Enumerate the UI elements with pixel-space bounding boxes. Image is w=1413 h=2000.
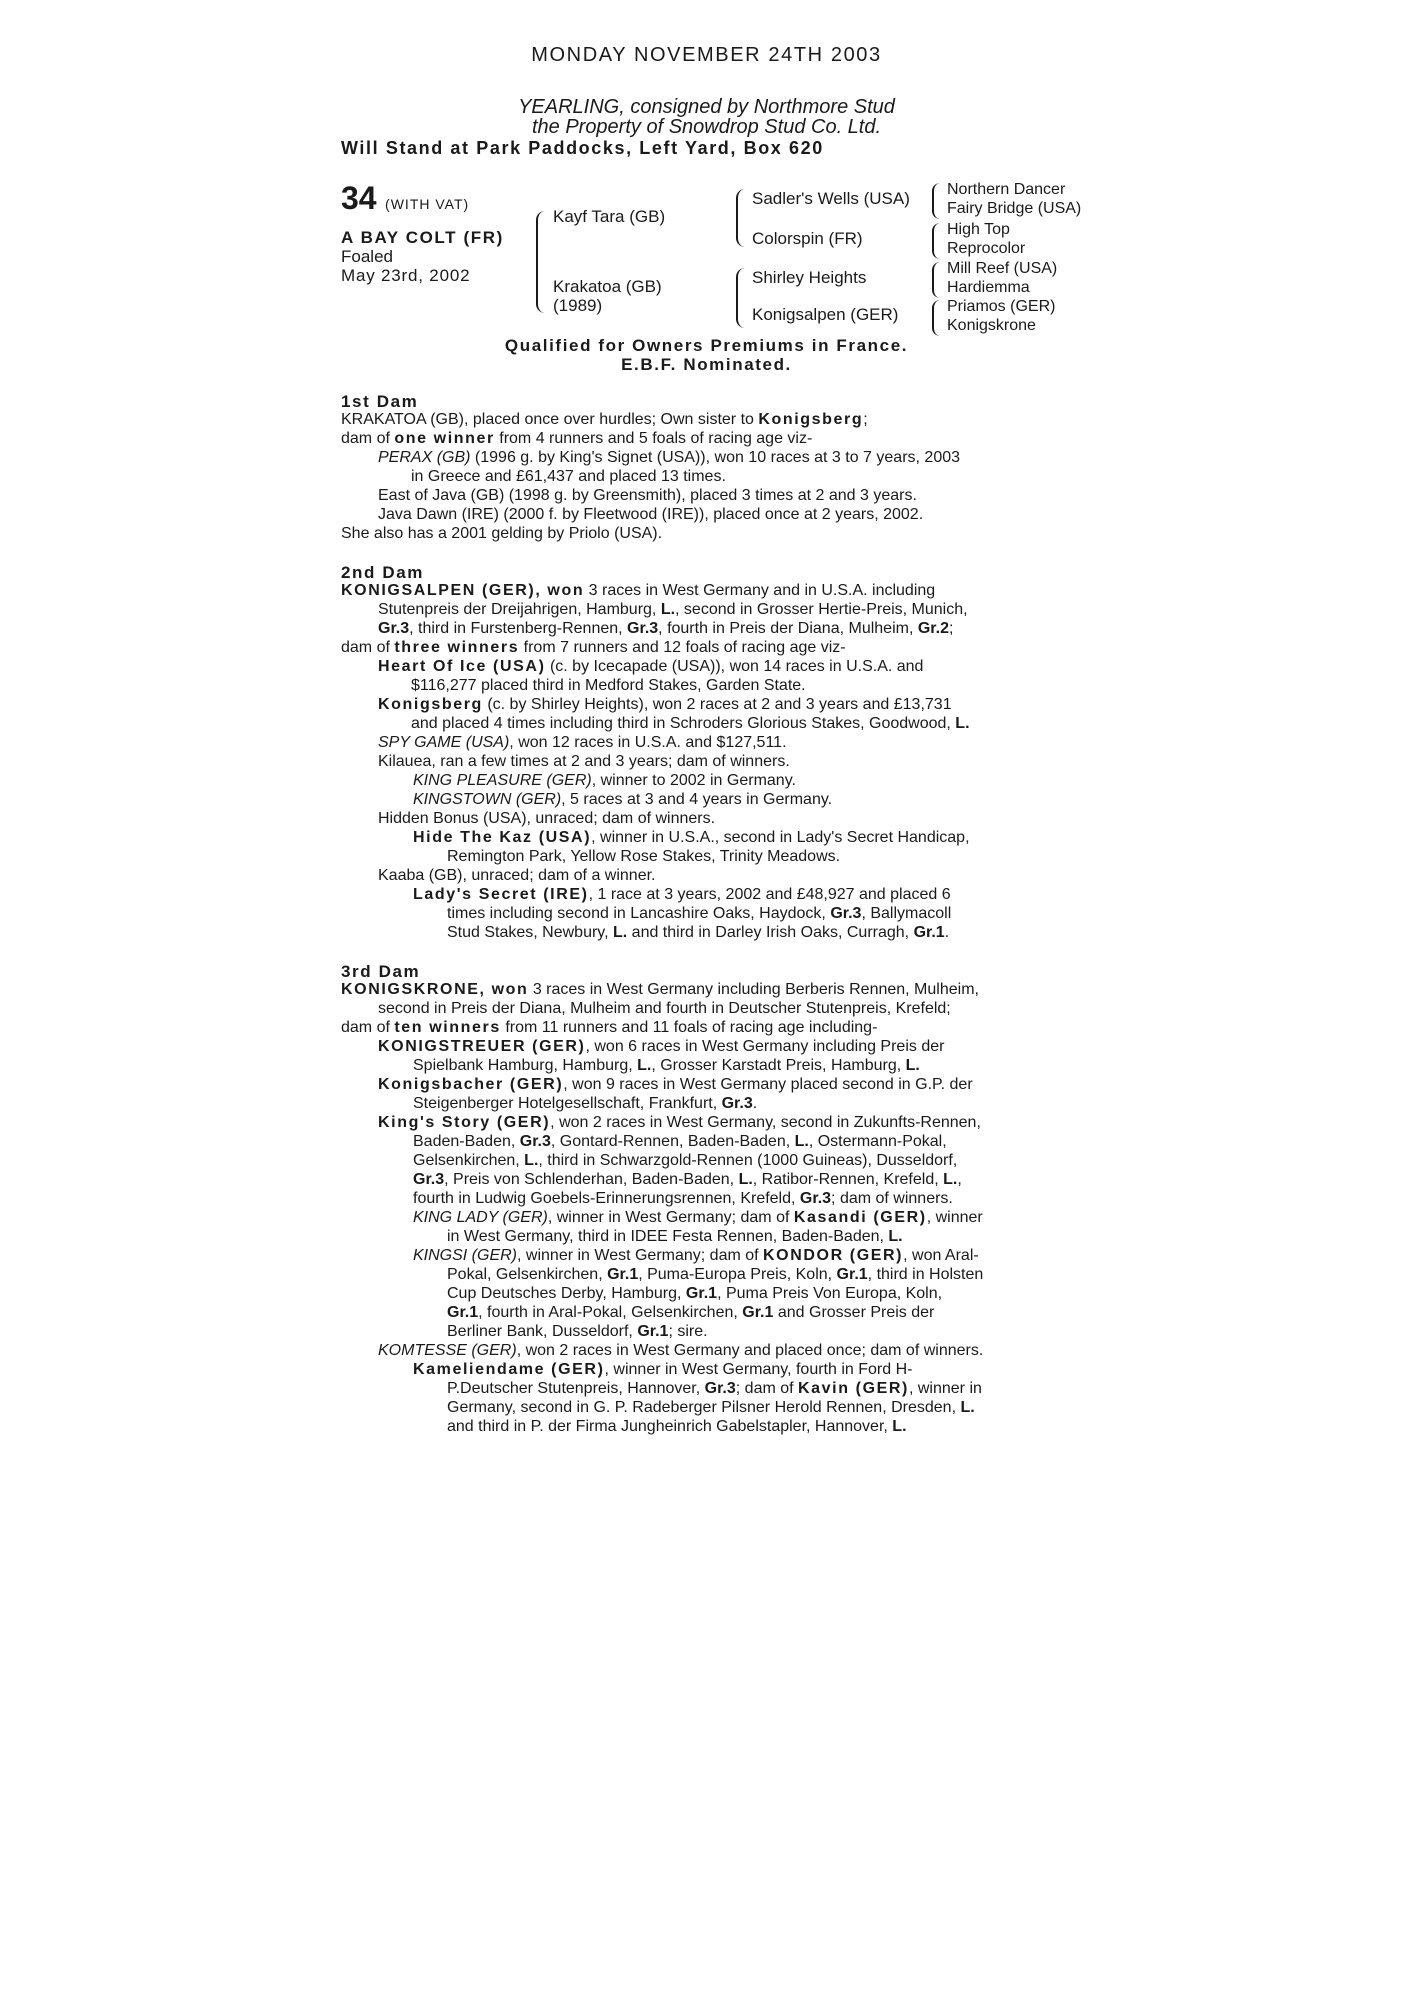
text-run: Lady's Secret (IRE) <box>413 886 589 903</box>
dam-line: She also has a 2001 gelding by Priolo (USA). <box>341 525 663 542</box>
text-run: L. <box>943 1171 958 1188</box>
text-run: L. <box>613 924 628 941</box>
section-heading: 1st Dam <box>341 392 419 411</box>
text-run: L. <box>637 1057 652 1074</box>
pedigree-brace <box>736 189 745 247</box>
text-run: ; <box>948 620 954 637</box>
dam-sire: Shirley Heights <box>752 268 867 287</box>
text-run: , Ballymacoll <box>861 905 952 922</box>
progeny-line <box>413 828 970 847</box>
text-run: Kasandi (GER) <box>793 1209 927 1226</box>
pedigree-brace <box>736 268 745 328</box>
progeny-line <box>413 1056 920 1075</box>
text-run: in West Germany, third in IDEE Festa Rennen, Baden-Baden, <box>447 1228 889 1245</box>
text-run: L. <box>524 1152 539 1169</box>
text-run: , Grosser Karstadt Preis, Hamburg, <box>651 1057 906 1074</box>
section-heading: 2nd Dam <box>341 563 424 582</box>
sire-sire: Sadler's Wells (USA) <box>752 189 910 208</box>
great-granddam-3: Hardiemma <box>947 279 1030 296</box>
text-run: King's Story (GER) <box>378 1114 551 1131</box>
progeny-line <box>447 1303 934 1322</box>
text-run: Gr.3 <box>378 620 410 637</box>
progeny-line <box>378 1341 983 1360</box>
stand-location: Will Stand at Park Paddocks, Left Yard, Box 620 <box>341 138 824 158</box>
progeny-line <box>413 1360 912 1379</box>
progeny-line <box>413 771 796 790</box>
owners-premium-note: Qualified for Owners Premiums in France. <box>504 336 909 355</box>
progeny-line <box>378 448 960 467</box>
text-run: Gr.3 <box>704 1380 736 1397</box>
text-run: , third in Schwarzgold-Rennen (1000 Guineas), Dusseldorf, <box>538 1152 958 1169</box>
text-run: L. <box>660 601 676 618</box>
text-run: and third in Darley Irish Oaks, Curragh, <box>627 924 914 941</box>
dam-line: second in Preis der Diana, Mulheim and fourth in Deutscher Stutenpreis, Krefeld; <box>378 1000 951 1017</box>
text-run: Gr.3 <box>799 1190 832 1207</box>
progeny-line <box>413 885 951 904</box>
text-run: , won 6 races in West Germany including Preis der <box>585 1038 945 1055</box>
text-run: KINGSTOWN (GER) <box>413 791 562 808</box>
text-run: Germany, second in G. P. Radeberger Pilsner Herold Rennen, Dresden, <box>447 1399 961 1416</box>
text-run: , won 2 races in West Germany and placed once; dam of winners. <box>516 1342 984 1359</box>
progeny-line <box>447 1398 975 1417</box>
text-run: , winner in <box>908 1380 982 1397</box>
foaled-date: May 23rd, 2002 <box>341 266 471 285</box>
pedigree-brace <box>932 262 940 298</box>
text-run: Gr.1 <box>447 1304 479 1321</box>
great-grandsire-1: Northern Dancer <box>947 181 1066 198</box>
progeny-line <box>447 1379 982 1398</box>
text-run: L. <box>905 1057 920 1074</box>
dam-line <box>341 980 979 999</box>
text-run: , winner in U.S.A., second in Lady's Secret Handicap, <box>591 829 970 846</box>
progeny-line <box>447 904 951 923</box>
text-run: KING LADY (GER) <box>413 1209 548 1226</box>
text-run: L. <box>892 1418 907 1435</box>
section-heading: 3rd Dam <box>341 962 421 981</box>
progeny-line: Java Dawn (IRE) (2000 f. by Fleetwood (IRE)), placed once at 2 years, 2002. <box>378 506 924 523</box>
dam-line <box>378 619 953 638</box>
dam-line <box>341 1018 877 1037</box>
text-run: , third in Holsten <box>867 1266 984 1283</box>
dam-line <box>378 600 968 619</box>
text-run: one winner <box>394 430 495 447</box>
progeny-line <box>413 1170 962 1189</box>
text-run: L. <box>888 1228 903 1245</box>
text-run: , Ostermann-Pokal, <box>808 1133 947 1150</box>
text-run: , won Aral- <box>903 1247 979 1264</box>
text-run: dam of <box>341 639 395 656</box>
text-run: Heart Of Ice (USA) <box>378 658 546 675</box>
dam-line <box>341 581 935 600</box>
sire-dam: Colorspin (FR) <box>752 229 863 248</box>
text-run: and Grosser Preis der <box>773 1304 935 1321</box>
text-run: , second in Grosser Hertie-Preis, Munich, <box>675 601 968 618</box>
text-run: , won 12 races in U.S.A. and $127,511. <box>509 734 787 751</box>
text-run: KINGSI (GER) <box>413 1247 518 1264</box>
sale-date: MONDAY NOVEMBER 24TH 2003 <box>531 44 882 66</box>
progeny-line <box>447 1227 903 1246</box>
text-run: ; <box>863 411 868 428</box>
text-run: times including second in Lancashire Oaks, Haydock, <box>447 905 831 922</box>
dam-line <box>341 410 868 429</box>
progeny-line <box>447 923 949 942</box>
text-run: Berliner Bank, Dusseldorf, <box>447 1323 638 1340</box>
progeny-line <box>413 1208 983 1227</box>
great-granddam-1: Fairy Bridge (USA) <box>947 200 1082 217</box>
text-run: . <box>944 924 950 941</box>
text-run: Gr.3 <box>413 1171 445 1188</box>
text-run: (c. by Shirley Heights), won 2 races at 2 and 3 years and £13,731 <box>482 696 952 713</box>
text-run: , winner to 2002 in Germany. <box>591 772 796 789</box>
vat-note: (WITH VAT) <box>385 196 470 212</box>
progeny-line: in Greece and £61,437 and placed 13 times. <box>411 468 726 485</box>
progeny-line <box>413 1094 757 1113</box>
text-run: and third in P. der Firma Jungheinrich Gabelstapler, Hannover, <box>447 1418 893 1435</box>
text-run: , winner in West Germany; dam of <box>547 1209 794 1226</box>
text-run: Konigsbacher (GER) <box>378 1076 564 1093</box>
text-run: , Gontard-Rennen, Baden-Baden, <box>550 1133 795 1150</box>
text-run: PERAX (GB) <box>378 449 471 466</box>
sire: Kayf Tara (GB) <box>553 207 666 226</box>
text-run: Cup Deutsches Derby, Hamburg, <box>447 1285 686 1302</box>
consignor-line: YEARLING, consigned by Northmore Stud <box>518 96 895 118</box>
lot-heading <box>341 180 469 216</box>
text-run: , won 2 races in West Germany, second in Zukunfts-Rennen, <box>550 1114 981 1131</box>
text-run: Hide The Kaz (USA) <box>413 829 592 846</box>
dam: Krakatoa (GB) <box>553 277 662 296</box>
text-run: 3 races in West Germany including Berberis Rennen, Mulheim, <box>528 981 979 998</box>
text-run: SPY GAME (USA) <box>378 734 510 751</box>
text-run: fourth in Ludwig Goebels-Erinnerungsrennen, Krefeld, <box>413 1190 800 1207</box>
progeny-line <box>447 1417 907 1436</box>
text-run: Gr.3 <box>627 620 659 637</box>
progeny-line <box>413 1246 979 1265</box>
ebf-note: E.B.F. Nominated. <box>621 355 792 374</box>
text-run: Kavin (GER) <box>798 1380 909 1397</box>
text-run: L. <box>960 1399 975 1416</box>
text-run: Gr.1 <box>836 1266 868 1283</box>
text-run: Gr.1 <box>913 924 945 941</box>
text-run: , 5 races at 3 and 4 years in Germany. <box>561 791 833 808</box>
text-run: , fourth in Aral-Pokal, Gelsenkirchen, <box>478 1304 743 1321</box>
text-run: , <box>957 1171 962 1188</box>
text-run: Stutenpreis der Dreijahrigen, Hamburg, <box>378 601 661 618</box>
text-run: (1996 g. by King's Signet (USA)), won 10 races at 3 to 7 years, 2003 <box>470 449 961 466</box>
progeny-line: Remington Park, Yellow Rose Stakes, Trinity Meadows. <box>447 848 841 865</box>
text-run: P.Deutscher Stutenpreis, Hannover, <box>447 1380 705 1397</box>
progeny-line <box>378 1075 973 1094</box>
pedigree-brace <box>932 223 940 259</box>
text-run: Stud Stakes, Newbury, <box>447 924 613 941</box>
progeny-line <box>378 1113 981 1132</box>
text-run: Steigenberger Hotelgesellschaft, Frankfurt, <box>413 1095 722 1112</box>
progeny-line: East of Java (GB) (1998 g. by Greensmith), placed 3 times at 2 and 3 years. <box>378 487 917 504</box>
text-run: three winners <box>394 639 520 656</box>
great-grandsire-3: Mill Reef (USA) <box>947 260 1058 277</box>
progeny-line <box>413 1132 947 1151</box>
text-run: dam of <box>341 1019 395 1036</box>
text-run: KOMTESSE (GER) <box>378 1342 517 1359</box>
text-run: , Puma Preis Von Europa, Koln, <box>717 1285 943 1302</box>
dam-line <box>341 429 812 448</box>
text-run: , fourth in Preis der Diana, Mulheim, <box>658 620 918 637</box>
text-run: , won 9 races in West Germany placed second in G.P. der <box>563 1076 973 1093</box>
text-run: and placed 4 times including third in Schroders Glorious Stakes, Goodwood, <box>411 715 956 732</box>
text-run: from 7 runners and 12 foals of racing age viz- <box>519 639 846 656</box>
progeny-line: Kaaba (GB), unraced; dam of a winner. <box>378 867 656 884</box>
text-run: KONDOR (GER) <box>763 1247 904 1264</box>
text-run: L. <box>738 1171 753 1188</box>
progeny-line: Kilauea, ran a few times at 2 and 3 years; dam of winners. <box>378 753 790 770</box>
progeny-line <box>378 657 923 676</box>
text-run: (c. by Icecapade (USA)), won 14 races in U.S.A. and <box>545 658 924 675</box>
text-run: Gr.1 <box>637 1323 669 1340</box>
foaled-label: Foaled <box>341 247 393 266</box>
progeny-line <box>413 1151 957 1170</box>
text-run: Konigsberg <box>758 411 864 428</box>
text-run: , third in Furstenberg-Rennen, <box>409 620 628 637</box>
text-run: ; sire. <box>668 1323 708 1340</box>
text-run: Gr.1 <box>607 1266 639 1283</box>
text-run: Gr.3 <box>721 1095 753 1112</box>
text-run: 3 races in West Germany and in U.S.A. including <box>584 582 936 599</box>
progeny-line <box>413 790 832 809</box>
text-run: KING PLEASURE (GER) <box>413 772 592 789</box>
text-run: from 11 runners and 11 foals of racing age including- <box>500 1019 878 1036</box>
text-run: Pokal, Gelsenkirchen, <box>447 1266 608 1283</box>
text-run: Spielbank Hamburg, Hamburg, <box>413 1057 638 1074</box>
text-run: ten winners <box>394 1019 501 1036</box>
progeny-line <box>413 1189 953 1208</box>
text-run: from 4 runners and 5 foals of racing age viz- <box>494 430 813 447</box>
lot-number: 34 <box>341 180 377 216</box>
text-run: ; dam of <box>735 1380 799 1397</box>
great-granddam-4: Konigskrone <box>947 317 1036 334</box>
text-run: , winner <box>926 1209 983 1226</box>
text-run: L. <box>794 1133 809 1150</box>
progeny-line <box>378 695 952 714</box>
text-run: Kameliendame (GER) <box>413 1361 605 1378</box>
progeny-line <box>378 733 787 752</box>
text-run: , Ratibor-Rennen, Krefeld, <box>752 1171 944 1188</box>
dam-year: (1989) <box>553 296 603 315</box>
text-run: KONIGSKRONE, won <box>341 981 529 998</box>
text-run: , Preis von Schlenderhan, Baden-Baden, <box>444 1171 739 1188</box>
text-run: KRAKATOA (GB), placed once over hurdles; Own sister to <box>341 411 759 428</box>
pedigree-brace <box>932 300 940 336</box>
text-run: Gr.3 <box>519 1133 551 1150</box>
text-run: ; dam of winners. <box>831 1190 953 1207</box>
progeny-line <box>378 1037 944 1056</box>
progeny-line <box>447 1284 942 1303</box>
progeny-line: $116,277 placed third in Medford Stakes, Garden State. <box>411 677 806 694</box>
progeny-line <box>447 1322 708 1341</box>
text-run: Gr.1 <box>742 1304 774 1321</box>
dam-line <box>341 638 846 657</box>
text-run: Gelsenkirchen, <box>413 1152 525 1169</box>
text-run: KONIGSTREUER (GER) <box>378 1038 586 1055</box>
text-run: KONIGSALPEN (GER), won <box>341 582 585 599</box>
progeny-line: Hidden Bonus (USA), unraced; dam of winners. <box>378 810 716 827</box>
text-run: , winner in West Germany, fourth in Ford H- <box>604 1361 913 1378</box>
great-granddam-2: Reprocolor <box>947 240 1026 257</box>
text-run: Konigsberg <box>378 696 483 713</box>
text-run: Gr.3 <box>830 905 862 922</box>
text-run: Gr.1 <box>685 1285 718 1302</box>
text-run: , Puma-Europa Preis, Koln, <box>638 1266 837 1283</box>
text-run: , winner in West Germany; dam of <box>517 1247 764 1264</box>
horse-title: A BAY COLT (FR) <box>341 228 504 247</box>
text-run: dam of <box>341 430 395 447</box>
pedigree-brace <box>932 183 940 219</box>
text-run: , 1 race at 3 years, 2002 and £48,927 and placed 6 <box>588 886 951 903</box>
text-run: Baden-Baden, <box>413 1133 520 1150</box>
great-grandsire-2: High Top <box>947 221 1010 238</box>
owner-line: the Property of Snowdrop Stud Co. Ltd. <box>531 116 882 138</box>
text-run: Gr.2 <box>917 620 949 637</box>
text-run: L. <box>955 715 970 732</box>
pedigree-brace <box>536 211 545 313</box>
progeny-line <box>447 1265 983 1284</box>
text-run: . <box>752 1095 758 1112</box>
great-grandsire-4: Priamos (GER) <box>947 298 1056 315</box>
dam-dam: Konigsalpen (GER) <box>752 305 899 324</box>
progeny-line <box>411 714 970 733</box>
